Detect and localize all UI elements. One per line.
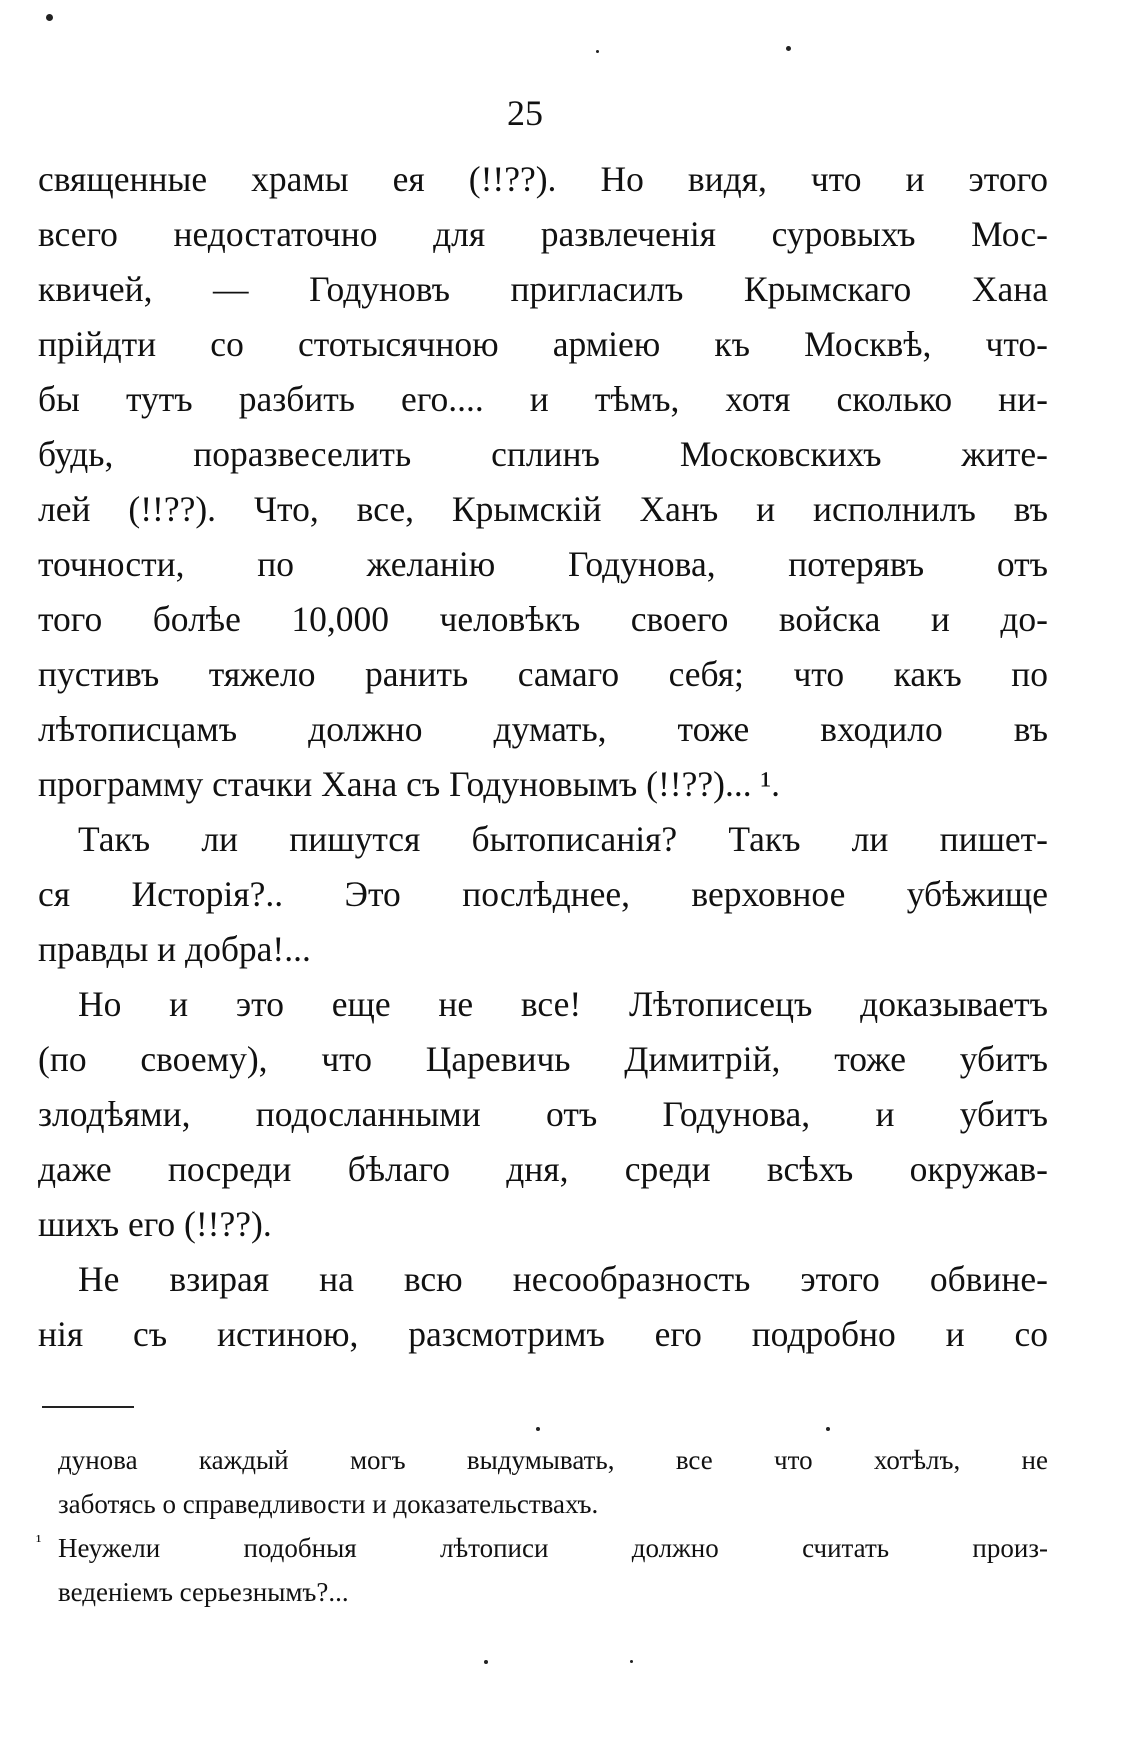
main-text — [38, 152, 1048, 1362]
text-line: всего недостаточно для развлеченія суровыхъ Мос- — [38, 214, 1048, 254]
text-line: даже посреди бѣлаго дня, среди всѣхъ окружав- — [38, 1149, 1048, 1189]
text-line: нія съ истиною, разсмотримъ его подробно и со — [38, 1314, 1048, 1354]
footnote-marker: ¹ — [36, 1531, 42, 1551]
text-line: точности, по желанію Годунова, потерявъ отъ — [38, 544, 1048, 584]
paragraph-4 — [38, 1252, 1048, 1362]
text-line: (по своему), что Царевичь Димитрій, тоже убитъ — [38, 1039, 1048, 1079]
text-line: квичей, — Годуновъ пригласилъ Крымскаго Хана — [38, 269, 1048, 309]
scan-speck — [786, 46, 791, 51]
scan-speck — [596, 50, 599, 53]
footnote-1 — [36, 1526, 1048, 1614]
text-line: ся Исторія?.. Это послѣднее, верховное убѣжище — [38, 874, 1048, 914]
text-line: злодѣями, подосланными отъ Годунова, и убитъ — [38, 1094, 1048, 1134]
text-line: будь, поразвеселить сплинъ Московскихъ жите- — [38, 434, 1048, 474]
text-line: Но и это еще не все! Лѣтописецъ доказываетъ — [78, 984, 1048, 1024]
scan-speck — [46, 14, 53, 21]
footnote-continuation-line: заботясь о справедливости и доказательствахъ. — [58, 1489, 599, 1519]
text-line: пустивъ тяжело ранить самаго себя; что какъ по — [38, 654, 1048, 694]
scan-speck — [630, 1660, 633, 1663]
text-line: бы тутъ разбить его.... и тѣмъ, хотя сколько ни- — [38, 379, 1048, 419]
paragraph-1 — [38, 152, 1048, 812]
text-line: прійдти со стотысячною арміею къ Москвѣ, что- — [38, 324, 1048, 364]
text-line: лѣтописцамъ должно думать, тоже входило въ — [38, 709, 1048, 749]
text-line: священные храмы ея (!!??). Но видя, что и этого — [38, 159, 1048, 199]
scan-speck — [484, 1660, 488, 1664]
paragraph-2 — [38, 812, 1048, 977]
text-line: правды и добра!... — [38, 929, 311, 969]
text-line: шихъ его (!!??). — [38, 1204, 272, 1244]
footnotes — [36, 1438, 1048, 1614]
text-line: Такъ ли пишутся бытописанія? Такъ ли пишет- — [78, 819, 1048, 859]
footnote-line: Неужели подобныя лѣтописи должно считать произ- — [58, 1533, 1048, 1563]
text-line: Не взирая на всю несообразность этого обвине- — [78, 1259, 1048, 1299]
text-line: лей (!!??). Что, все, Крымскій Ханъ и исполнилъ въ — [38, 489, 1048, 529]
paragraph-3 — [38, 977, 1048, 1252]
scan-speck — [826, 1427, 830, 1431]
text-line: программу стачки Хана съ Годуновымъ (!!??)... ¹. — [38, 764, 780, 804]
text-line: того болѣе 10,000 человѣкъ своего войска и до- — [38, 599, 1048, 639]
footnote-rule — [42, 1406, 134, 1408]
scan-speck — [536, 1427, 540, 1431]
footnote-line: веденіемъ серьезнымъ?... — [58, 1577, 349, 1607]
footnote-continuation-line: дунова каждый могъ выдумывать, все что хотѣлъ, не — [58, 1445, 1048, 1475]
page-number: 25 — [507, 93, 543, 133]
